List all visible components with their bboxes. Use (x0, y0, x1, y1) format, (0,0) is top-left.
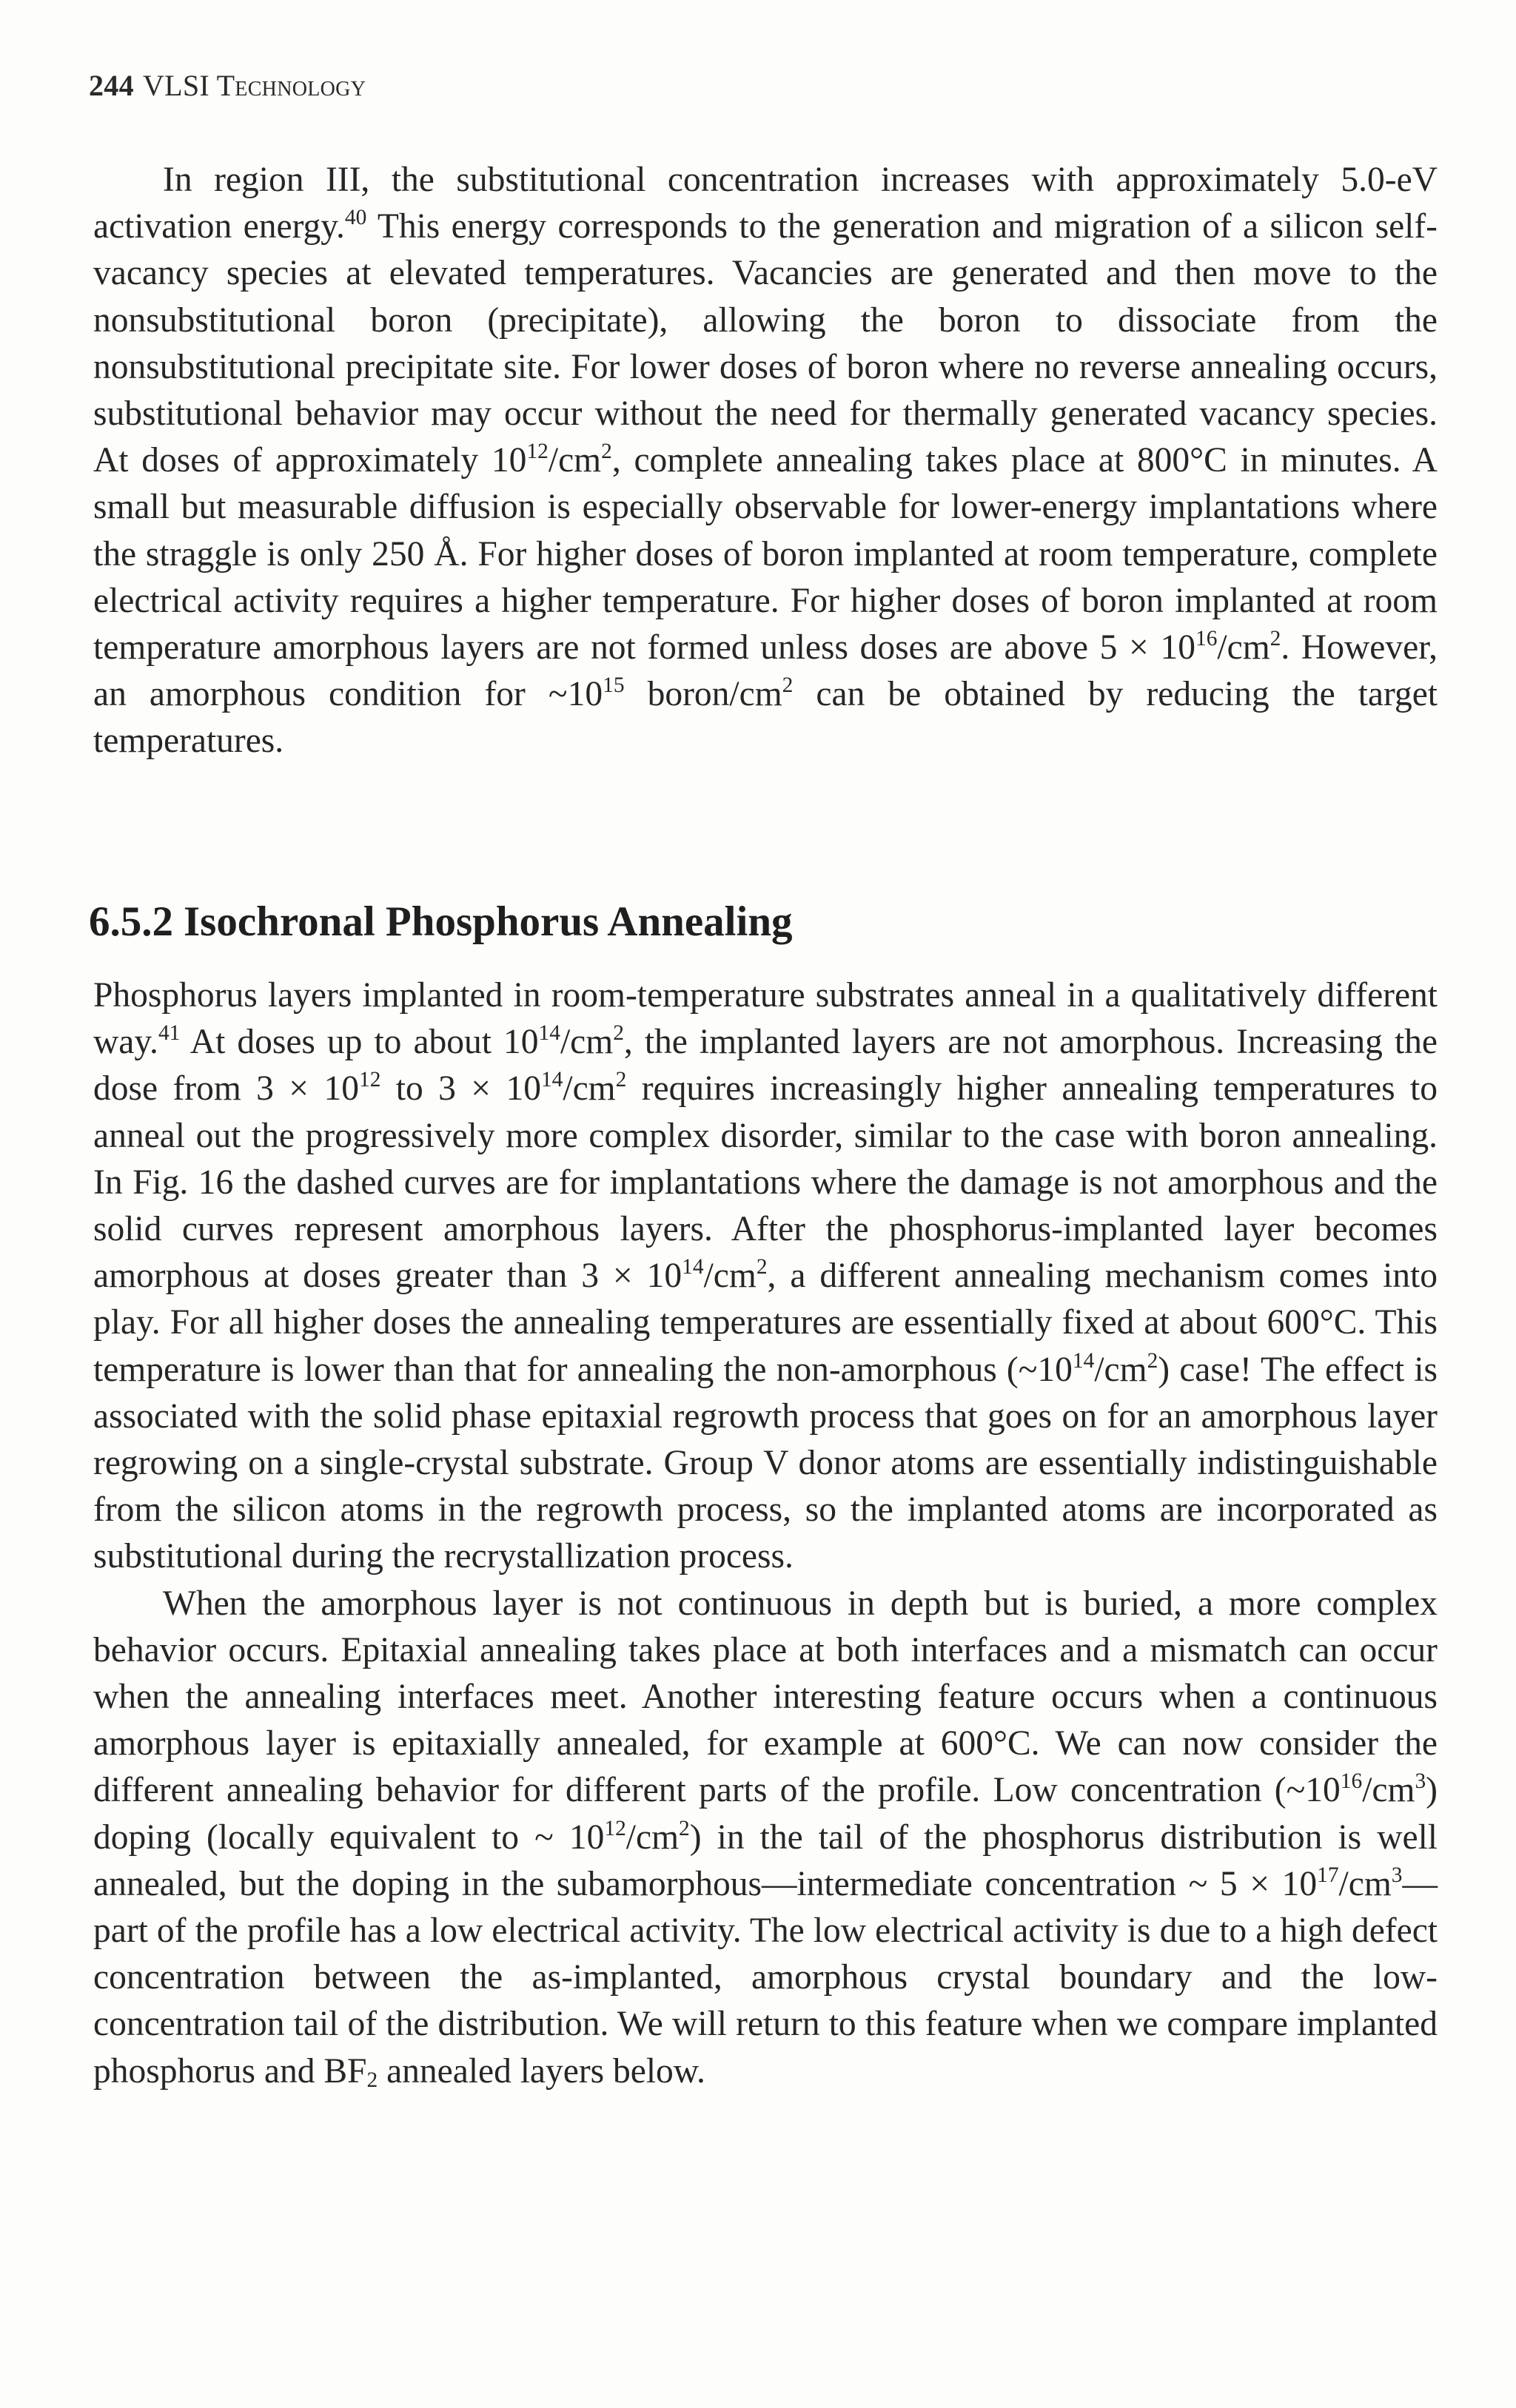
section-number: 6.5.2 (89, 898, 173, 945)
exponent: 17 (1317, 1863, 1339, 1887)
text-run: /cm (625, 1817, 680, 1857)
text-run: In region III, the substitutional concentration increases with approximately 5.0-eV activation energy. (93, 161, 1438, 246)
text-run: annealed layers below. (378, 2051, 705, 2091)
text-run: /cm (703, 1257, 757, 1296)
section-heading (89, 898, 793, 946)
text-run: /cm (563, 1069, 616, 1109)
exponent: 2 (756, 1254, 768, 1279)
exponent: 15 (603, 673, 625, 697)
paragraph-text (93, 157, 1438, 765)
exponent: 16 (1195, 626, 1218, 650)
exponent: 2 (615, 1068, 627, 1092)
text-run: ) case! The effect is associated with the solid phase epitaxial regrowth process that goes on for an amorphous layer regrowing on a single-crystal substrate. Group V donor atoms are essentially indistinguishable from the silicon atoms in the regrowth process, so the implanted atoms are incorporated as substitutional during the recrystallization process. (93, 1350, 1438, 1576)
exponent: 12 (358, 1068, 381, 1092)
text-run: to 3 × 10 (380, 1069, 541, 1109)
text-run: Phosphorus layers implanted in room-temperature substrates anneal in a qualitatively different way. (93, 976, 1438, 1062)
text-run: , a different annealing mechanism comes into play. For all higher doses the annealing temperatures are essentially fixed at about 600°C. This temperature is lower than that for annealing the non-amorphous (~10 (93, 1257, 1438, 1389)
paragraph-text (93, 1581, 1438, 2095)
exponent: 14 (682, 1254, 704, 1279)
text-run: , complete annealing takes place at 800°C in minutes. A small but measurable diffusion is especially observable for lower-energy implantations where the straggle is only 250 Å. For higher doses of boron implanted at room temperature, complete electrical activity requires a higher temperature. For higher doses of boron implanted at room temperature amorphous layers are not formed unless doses are above 5 × 10 (93, 441, 1438, 667)
exponent: 2 (601, 439, 612, 463)
reference-40: 40 (344, 205, 367, 229)
text-run: At doses up to about 10 (180, 1023, 539, 1062)
text-run: /cm (1217, 628, 1270, 667)
exponent: 2 (679, 1816, 690, 1840)
exponent: 2 (782, 673, 794, 697)
text-run: This energy corresponds to the generation and migration of a silicon self-vacancy species at elevated temperatures. Vacancies are generated and then move to the nonsubstitutional boron (precipitate), allowing the boron to dissociate from the nonsubstitutional precipitate site. For lower doses of boron where no reverse annealing occurs, substitutional behavior may occur without the need for thermally generated vacancy species. At doses of approximately 10 (93, 207, 1438, 480)
paragraph-region-iii (93, 157, 1438, 765)
exponent: 3 (1391, 1863, 1403, 1887)
text-run: —part of the profile has a low electrical activity. The low electrical activity is due to a high defect concentration between the as-implanted, amorphous crystal boundary and the low-concentration tail of the distribution. We will return to this feature when we compare implanted phosphorus and BF (93, 1864, 1438, 2091)
text-run: . However, an amorphous condition for ~10 (93, 628, 1438, 714)
page-number: 244 (89, 69, 134, 102)
text-run: ) in the tail of the phosphorus distribution is well annealed, but the doping in the subamorphous—intermediate concentration ~ 5 × 10 (93, 1817, 1438, 1903)
section-title: Isochronal Phosphorus Annealing (184, 898, 793, 945)
text-run: requires increasingly higher annealing temperatures to anneal out the progressively more complex disorder, similar to the case with boron annealing. In Fig. 16 the dashed curves are for implantations where the damage is not amorphous and the solid curves represent amorphous layers. After the phosphorus-implanted layer becomes amorphous at doses greater than 3 × 10 (93, 1069, 1438, 1296)
reference-41: 41 (158, 1020, 181, 1045)
paragraph-phosphorus-layers (93, 972, 1438, 2095)
exponent: 2 (1270, 626, 1281, 650)
exponent: 12 (604, 1816, 626, 1840)
exponent: 14 (538, 1020, 560, 1045)
text-run: can be obtained by reducing the target temperatures. (93, 675, 1438, 761)
text-run: ) doping (locally equivalent to ~ 10 (93, 1771, 1438, 1857)
text-run: /cm (1094, 1350, 1147, 1389)
exponent: 2 (1147, 1348, 1158, 1373)
exponent: 2 (613, 1020, 624, 1045)
exponent: 3 (1415, 1769, 1426, 1794)
exponent: 12 (526, 439, 549, 463)
running-head (89, 68, 366, 103)
text-run: , the implanted layers are not amorphous. Increasing the dose from 3 × 10 (93, 1023, 1438, 1109)
text-run: /cm (1338, 1864, 1392, 1903)
text-run: boron/cm (624, 675, 782, 714)
exponent: 16 (1340, 1769, 1363, 1794)
text-run: /cm (1362, 1771, 1415, 1810)
book-title: VLSI Technology (142, 69, 366, 102)
text-run: When the amorphous layer is not continuous in depth but is buried, a more complex behavior occurs. Epitaxial annealing takes place at both interfaces and a mismatch can occur when the annealing interfaces meet. Another interesting feature occurs when a continuous amorphous layer is epitaxially annealed, for example at 600°C. We can now consider the different annealing behavior for different parts of the profile. Low concentration (~10 (93, 1584, 1438, 1810)
exponent: 14 (1072, 1348, 1095, 1373)
paragraph-text (93, 972, 1438, 1581)
text-run: /cm (560, 1023, 614, 1062)
exponent: 14 (540, 1068, 563, 1092)
subscript: 2 (366, 2068, 378, 2092)
text-run: /cm (548, 441, 602, 480)
